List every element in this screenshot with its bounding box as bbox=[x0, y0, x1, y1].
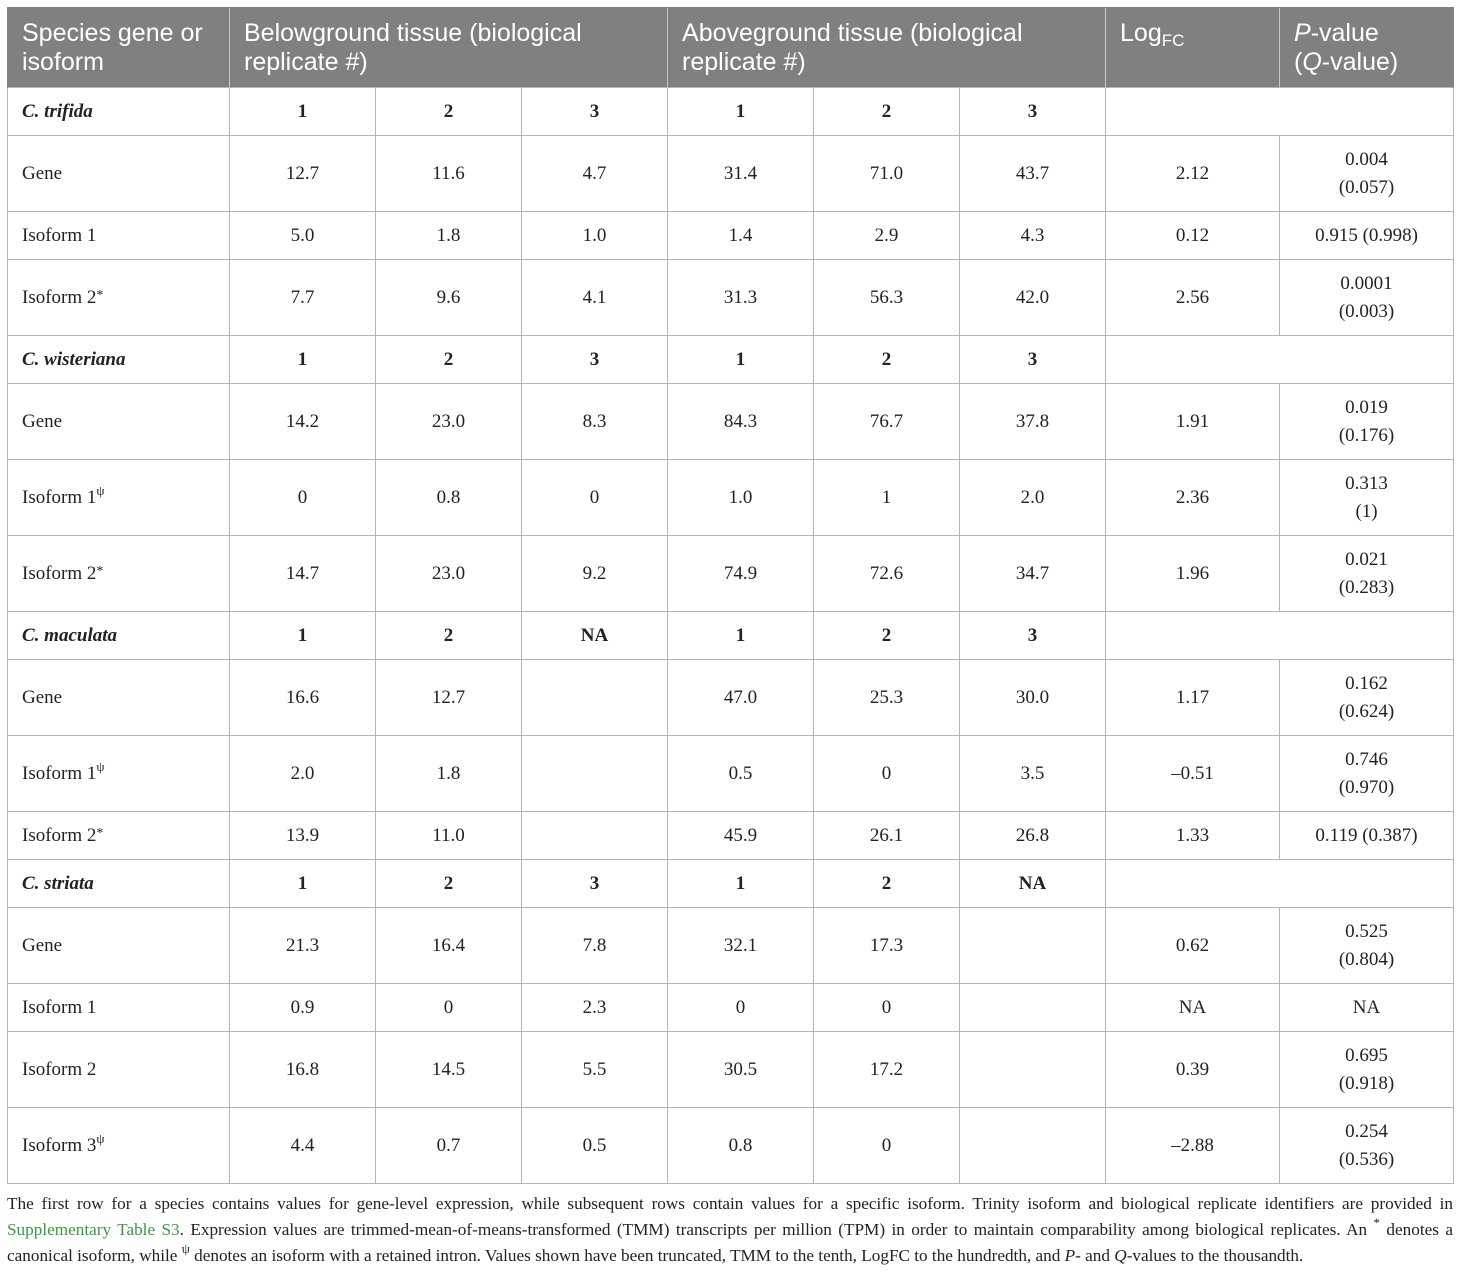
expression-value: 2.0 bbox=[960, 460, 1106, 536]
species-name: C. striata bbox=[8, 860, 230, 908]
supplementary-table-link[interactable]: Supplementary Table S3 bbox=[7, 1220, 180, 1239]
expression-value: 1.8 bbox=[376, 736, 522, 812]
logfc-value: 0.39 bbox=[1106, 1032, 1280, 1108]
replicate-number: 3 bbox=[522, 336, 668, 384]
q-value: (1) bbox=[1355, 500, 1378, 522]
table-row bbox=[8, 136, 1454, 212]
expression-value: 23.0 bbox=[376, 536, 522, 612]
p-value: 0.004 bbox=[1345, 148, 1388, 170]
expression-table bbox=[7, 7, 1454, 1184]
table-row bbox=[8, 384, 1454, 460]
expression-value: 0 bbox=[668, 984, 814, 1032]
q-value: (0.057) bbox=[1338, 176, 1395, 198]
expression-value: 1.0 bbox=[668, 460, 814, 536]
row-label-text: Isoform 1 bbox=[22, 762, 97, 784]
p-q-value bbox=[1280, 260, 1454, 336]
row-label bbox=[8, 812, 230, 860]
table-row bbox=[8, 984, 1454, 1032]
expression-value: 30.0 bbox=[960, 660, 1106, 736]
p-q-value bbox=[1280, 536, 1454, 612]
expression-value: 1.4 bbox=[668, 212, 814, 260]
header-species: Species gene or isoform bbox=[8, 8, 230, 88]
header-logfc-main: Log bbox=[1120, 19, 1162, 47]
replicate-number: 3 bbox=[960, 336, 1106, 384]
expression-value: 0.9 bbox=[230, 984, 376, 1032]
expression-value: 0.8 bbox=[668, 1108, 814, 1184]
expression-value: 14.5 bbox=[376, 1032, 522, 1108]
expression-value: 1.8 bbox=[376, 212, 522, 260]
logfc-value: 0.12 bbox=[1106, 212, 1280, 260]
expression-value: 2.3 bbox=[522, 984, 668, 1032]
p-value: 0.119 bbox=[1315, 824, 1358, 846]
expression-value: 0 bbox=[814, 984, 960, 1032]
p-q-value bbox=[1280, 908, 1454, 984]
row-label-text: Gene bbox=[22, 686, 63, 708]
psi-mark: ψ bbox=[181, 1241, 190, 1256]
expression-value: 26.1 bbox=[814, 812, 960, 860]
header-belowground: Belowground tissue (biological replicate #) bbox=[230, 8, 668, 88]
header-p-italic: P bbox=[1294, 19, 1311, 47]
replicate-number: 2 bbox=[376, 612, 522, 660]
expression-value: 0.5 bbox=[668, 736, 814, 812]
replicate-number: 1 bbox=[668, 860, 814, 908]
header-p-text: -value bbox=[1310, 19, 1379, 47]
p-value: NA bbox=[1352, 996, 1381, 1018]
replicate-number: 2 bbox=[814, 336, 960, 384]
replicate-number: 3 bbox=[960, 612, 1106, 660]
expression-value: 31.3 bbox=[668, 260, 814, 336]
expression-value: 30.5 bbox=[668, 1032, 814, 1108]
row-label bbox=[8, 212, 230, 260]
q-value: (0.003) bbox=[1338, 300, 1395, 322]
canonical-mark: * bbox=[96, 287, 104, 303]
expression-value: 9.6 bbox=[376, 260, 522, 336]
row-label bbox=[8, 660, 230, 736]
expression-value bbox=[522, 660, 668, 736]
expression-value: 21.3 bbox=[230, 908, 376, 984]
expression-value: 71.0 bbox=[814, 136, 960, 212]
p-value: 0.695 bbox=[1345, 1044, 1388, 1066]
species-row bbox=[8, 860, 1454, 908]
p-q-value bbox=[1280, 812, 1454, 860]
expression-value: 25.3 bbox=[814, 660, 960, 736]
q-value: (0.283) bbox=[1338, 576, 1395, 598]
p-q-value bbox=[1280, 1032, 1454, 1108]
empty-cell bbox=[1106, 88, 1454, 136]
p-value: 0.0001 bbox=[1340, 272, 1393, 294]
species-row bbox=[8, 336, 1454, 384]
expression-value: 0 bbox=[376, 984, 522, 1032]
row-label-text: Isoform 2 bbox=[22, 286, 97, 308]
footnote-text-2: . Expression values are trimmed-mean-of-means-transformed (TMM) transcripts per million (TPM) in order to maintain comparability among biological replicates. An bbox=[179, 1220, 1374, 1239]
header-q-italic: Q bbox=[1302, 48, 1322, 76]
empty-cell bbox=[1106, 336, 1454, 384]
row-label bbox=[8, 736, 230, 812]
expression-value bbox=[960, 1032, 1106, 1108]
header-q-text: -value) bbox=[1321, 48, 1399, 76]
p-q-value bbox=[1280, 660, 1454, 736]
row-label bbox=[8, 536, 230, 612]
row-label bbox=[8, 984, 230, 1032]
table-footnote bbox=[7, 1191, 1453, 1269]
row-label bbox=[8, 1108, 230, 1184]
row-label-text: Gene bbox=[22, 934, 63, 956]
row-label bbox=[8, 384, 230, 460]
q-value: (0.176) bbox=[1338, 424, 1395, 446]
expression-value: 4.1 bbox=[522, 260, 668, 336]
header-logfc bbox=[1106, 8, 1280, 88]
row-label bbox=[8, 136, 230, 212]
expression-value: 17.3 bbox=[814, 908, 960, 984]
table-body bbox=[8, 88, 1454, 1184]
expression-value: 0 bbox=[230, 460, 376, 536]
table-row bbox=[8, 460, 1454, 536]
q-value: (0.387) bbox=[1362, 824, 1418, 846]
row-label-text: Isoform 3 bbox=[22, 1134, 97, 1156]
table-row bbox=[8, 212, 1454, 260]
replicate-number: 3 bbox=[522, 860, 668, 908]
logfc-value: 1.33 bbox=[1106, 812, 1280, 860]
p-value: 0.254 bbox=[1345, 1120, 1388, 1142]
p-value: 0.915 bbox=[1315, 224, 1358, 246]
expression-value: 2.9 bbox=[814, 212, 960, 260]
expression-value: 45.9 bbox=[668, 812, 814, 860]
expression-value: 7.8 bbox=[522, 908, 668, 984]
logfc-value: 0.62 bbox=[1106, 908, 1280, 984]
p-q-value bbox=[1280, 384, 1454, 460]
p-value: 0.019 bbox=[1345, 396, 1388, 418]
expression-value: 12.7 bbox=[230, 136, 376, 212]
p-q-value bbox=[1280, 736, 1454, 812]
expression-value: 9.2 bbox=[522, 536, 668, 612]
expression-value: 31.4 bbox=[668, 136, 814, 212]
logfc-value: –0.51 bbox=[1106, 736, 1280, 812]
replicate-number: 2 bbox=[814, 860, 960, 908]
expression-value: 14.2 bbox=[230, 384, 376, 460]
expression-value: 0.5 bbox=[522, 1108, 668, 1184]
expression-value: 37.8 bbox=[960, 384, 1106, 460]
footnote-text-5: - and bbox=[1075, 1246, 1115, 1265]
expression-value: 26.8 bbox=[960, 812, 1106, 860]
row-label bbox=[8, 260, 230, 336]
row-label-text: Isoform 2 bbox=[22, 824, 97, 846]
table-row bbox=[8, 1108, 1454, 1184]
expression-value: 1 bbox=[814, 460, 960, 536]
replicate-number: 3 bbox=[522, 88, 668, 136]
replicate-number: 1 bbox=[230, 88, 376, 136]
expression-value: 56.3 bbox=[814, 260, 960, 336]
expression-value: 13.9 bbox=[230, 812, 376, 860]
footnote-p-italic: P bbox=[1064, 1246, 1076, 1265]
asterisk-mark: * bbox=[1373, 1215, 1381, 1230]
q-value: (0.624) bbox=[1338, 700, 1395, 722]
expression-value: 0.8 bbox=[376, 460, 522, 536]
species-name: C. maculata bbox=[8, 612, 230, 660]
logfc-value: 2.12 bbox=[1106, 136, 1280, 212]
expression-value: 43.7 bbox=[960, 136, 1106, 212]
table-row bbox=[8, 660, 1454, 736]
expression-value: 1.0 bbox=[522, 212, 668, 260]
replicate-number: 1 bbox=[668, 336, 814, 384]
row-label-text: Isoform 1 bbox=[22, 486, 97, 508]
expression-value: 84.3 bbox=[668, 384, 814, 460]
species-name: C. wisteriana bbox=[8, 336, 230, 384]
table-row bbox=[8, 908, 1454, 984]
expression-value: 5.5 bbox=[522, 1032, 668, 1108]
expression-value: 7.7 bbox=[230, 260, 376, 336]
canonical-mark: * bbox=[96, 563, 104, 579]
expression-value: 4.4 bbox=[230, 1108, 376, 1184]
canonical-mark: * bbox=[96, 825, 104, 841]
expression-value: 76.7 bbox=[814, 384, 960, 460]
expression-value: 16.6 bbox=[230, 660, 376, 736]
header-logfc-sub: FC bbox=[1161, 31, 1185, 50]
header-pvalue bbox=[1280, 8, 1454, 88]
empty-cell bbox=[1106, 860, 1454, 908]
expression-value bbox=[960, 984, 1106, 1032]
retained-intron-mark: ψ bbox=[96, 1130, 105, 1146]
expression-value: 0 bbox=[814, 736, 960, 812]
q-value: (0.804) bbox=[1338, 948, 1395, 970]
p-q-value bbox=[1280, 460, 1454, 536]
expression-value bbox=[522, 812, 668, 860]
replicate-number: 1 bbox=[668, 612, 814, 660]
expression-value: 74.9 bbox=[668, 536, 814, 612]
table-page bbox=[7, 7, 1453, 1269]
table-row bbox=[8, 736, 1454, 812]
expression-value: 32.1 bbox=[668, 908, 814, 984]
species-name: C. trifida bbox=[8, 88, 230, 136]
expression-value: 16.8 bbox=[230, 1032, 376, 1108]
p-value: 0.162 bbox=[1345, 672, 1388, 694]
expression-value: 11.0 bbox=[376, 812, 522, 860]
expression-value bbox=[522, 736, 668, 812]
row-label-text: Isoform 1 bbox=[22, 996, 97, 1018]
p-value: 0.021 bbox=[1345, 548, 1388, 570]
table-row bbox=[8, 812, 1454, 860]
row-label-text: Isoform 2 bbox=[22, 562, 97, 584]
p-value: 0.525 bbox=[1345, 920, 1388, 942]
replicate-number: NA bbox=[960, 860, 1106, 908]
p-value: 0.313 bbox=[1345, 472, 1388, 494]
footnote-q-italic: Q bbox=[1114, 1246, 1127, 1265]
logfc-value: 1.91 bbox=[1106, 384, 1280, 460]
logfc-value: 1.17 bbox=[1106, 660, 1280, 736]
expression-value: 4.7 bbox=[522, 136, 668, 212]
footnote-text-1: The first row for a species contains values for gene-level expression, while subsequent rows contain values for a specific isoform. Trinity isoform and biological replicate identifiers are provided in bbox=[7, 1194, 1453, 1213]
table-row bbox=[8, 536, 1454, 612]
p-q-value bbox=[1280, 136, 1454, 212]
q-value: (0.998) bbox=[1362, 224, 1418, 246]
empty-cell bbox=[1106, 612, 1454, 660]
footnote-text-4: denotes an isoform with a retained intron. Values shown have been truncated, TMM to the tenth, LogFC to the hundredth, and bbox=[189, 1246, 1065, 1265]
expression-value: 17.2 bbox=[814, 1032, 960, 1108]
replicate-number: 1 bbox=[230, 860, 376, 908]
expression-value: 0 bbox=[522, 460, 668, 536]
row-label bbox=[8, 460, 230, 536]
replicate-number: 1 bbox=[668, 88, 814, 136]
retained-intron-mark: ψ bbox=[96, 758, 105, 774]
logfc-value: 2.56 bbox=[1106, 260, 1280, 336]
q-value: (0.918) bbox=[1338, 1072, 1395, 1094]
expression-value: 14.7 bbox=[230, 536, 376, 612]
logfc-value: 1.96 bbox=[1106, 536, 1280, 612]
retained-intron-mark: ψ bbox=[96, 482, 105, 498]
q-value: (0.970) bbox=[1338, 776, 1395, 798]
expression-value bbox=[960, 1108, 1106, 1184]
expression-value: 0.7 bbox=[376, 1108, 522, 1184]
row-label-text: Gene bbox=[22, 410, 63, 432]
p-value: 0.746 bbox=[1345, 748, 1388, 770]
replicate-number: 1 bbox=[230, 336, 376, 384]
expression-value: 4.3 bbox=[960, 212, 1106, 260]
p-q-value bbox=[1280, 984, 1454, 1032]
logfc-value: NA bbox=[1106, 984, 1280, 1032]
replicate-number: 2 bbox=[376, 88, 522, 136]
expression-value: 47.0 bbox=[668, 660, 814, 736]
header-paren: ( bbox=[1294, 48, 1303, 76]
expression-value: 12.7 bbox=[376, 660, 522, 736]
expression-value: 5.0 bbox=[230, 212, 376, 260]
expression-value: 42.0 bbox=[960, 260, 1106, 336]
logfc-value: 2.36 bbox=[1106, 460, 1280, 536]
expression-value: 72.6 bbox=[814, 536, 960, 612]
header-row bbox=[8, 8, 1454, 88]
expression-value: 11.6 bbox=[376, 136, 522, 212]
expression-value: 16.4 bbox=[376, 908, 522, 984]
row-label-text: Isoform 1 bbox=[22, 224, 97, 246]
footnote-text-3: denotes a canonical isoform, while bbox=[7, 1220, 1453, 1265]
replicate-number: 3 bbox=[960, 88, 1106, 136]
replicate-number: 2 bbox=[814, 88, 960, 136]
expression-value: 23.0 bbox=[376, 384, 522, 460]
species-row bbox=[8, 88, 1454, 136]
row-label bbox=[8, 1032, 230, 1108]
row-label-text: Gene bbox=[22, 162, 63, 184]
expression-value: 8.3 bbox=[522, 384, 668, 460]
replicate-number: 2 bbox=[814, 612, 960, 660]
expression-value: 3.5 bbox=[960, 736, 1106, 812]
table-row bbox=[8, 260, 1454, 336]
expression-value: 2.0 bbox=[230, 736, 376, 812]
expression-value: 0 bbox=[814, 1108, 960, 1184]
p-q-value bbox=[1280, 1108, 1454, 1184]
expression-value: 34.7 bbox=[960, 536, 1106, 612]
expression-value bbox=[960, 908, 1106, 984]
replicate-number: 2 bbox=[376, 860, 522, 908]
replicate-number: 1 bbox=[230, 612, 376, 660]
row-label-text: Isoform 2 bbox=[22, 1058, 97, 1080]
p-q-value bbox=[1280, 212, 1454, 260]
replicate-number: NA bbox=[522, 612, 668, 660]
logfc-value: –2.88 bbox=[1106, 1108, 1280, 1184]
header-aboveground: Aboveground tissue (biological replicate #) bbox=[668, 8, 1106, 88]
species-row bbox=[8, 612, 1454, 660]
replicate-number: 2 bbox=[376, 336, 522, 384]
table-row bbox=[8, 1032, 1454, 1108]
footnote-text-6: -values to the thousandth. bbox=[1126, 1246, 1304, 1265]
row-label bbox=[8, 908, 230, 984]
q-value: (0.536) bbox=[1338, 1148, 1395, 1170]
